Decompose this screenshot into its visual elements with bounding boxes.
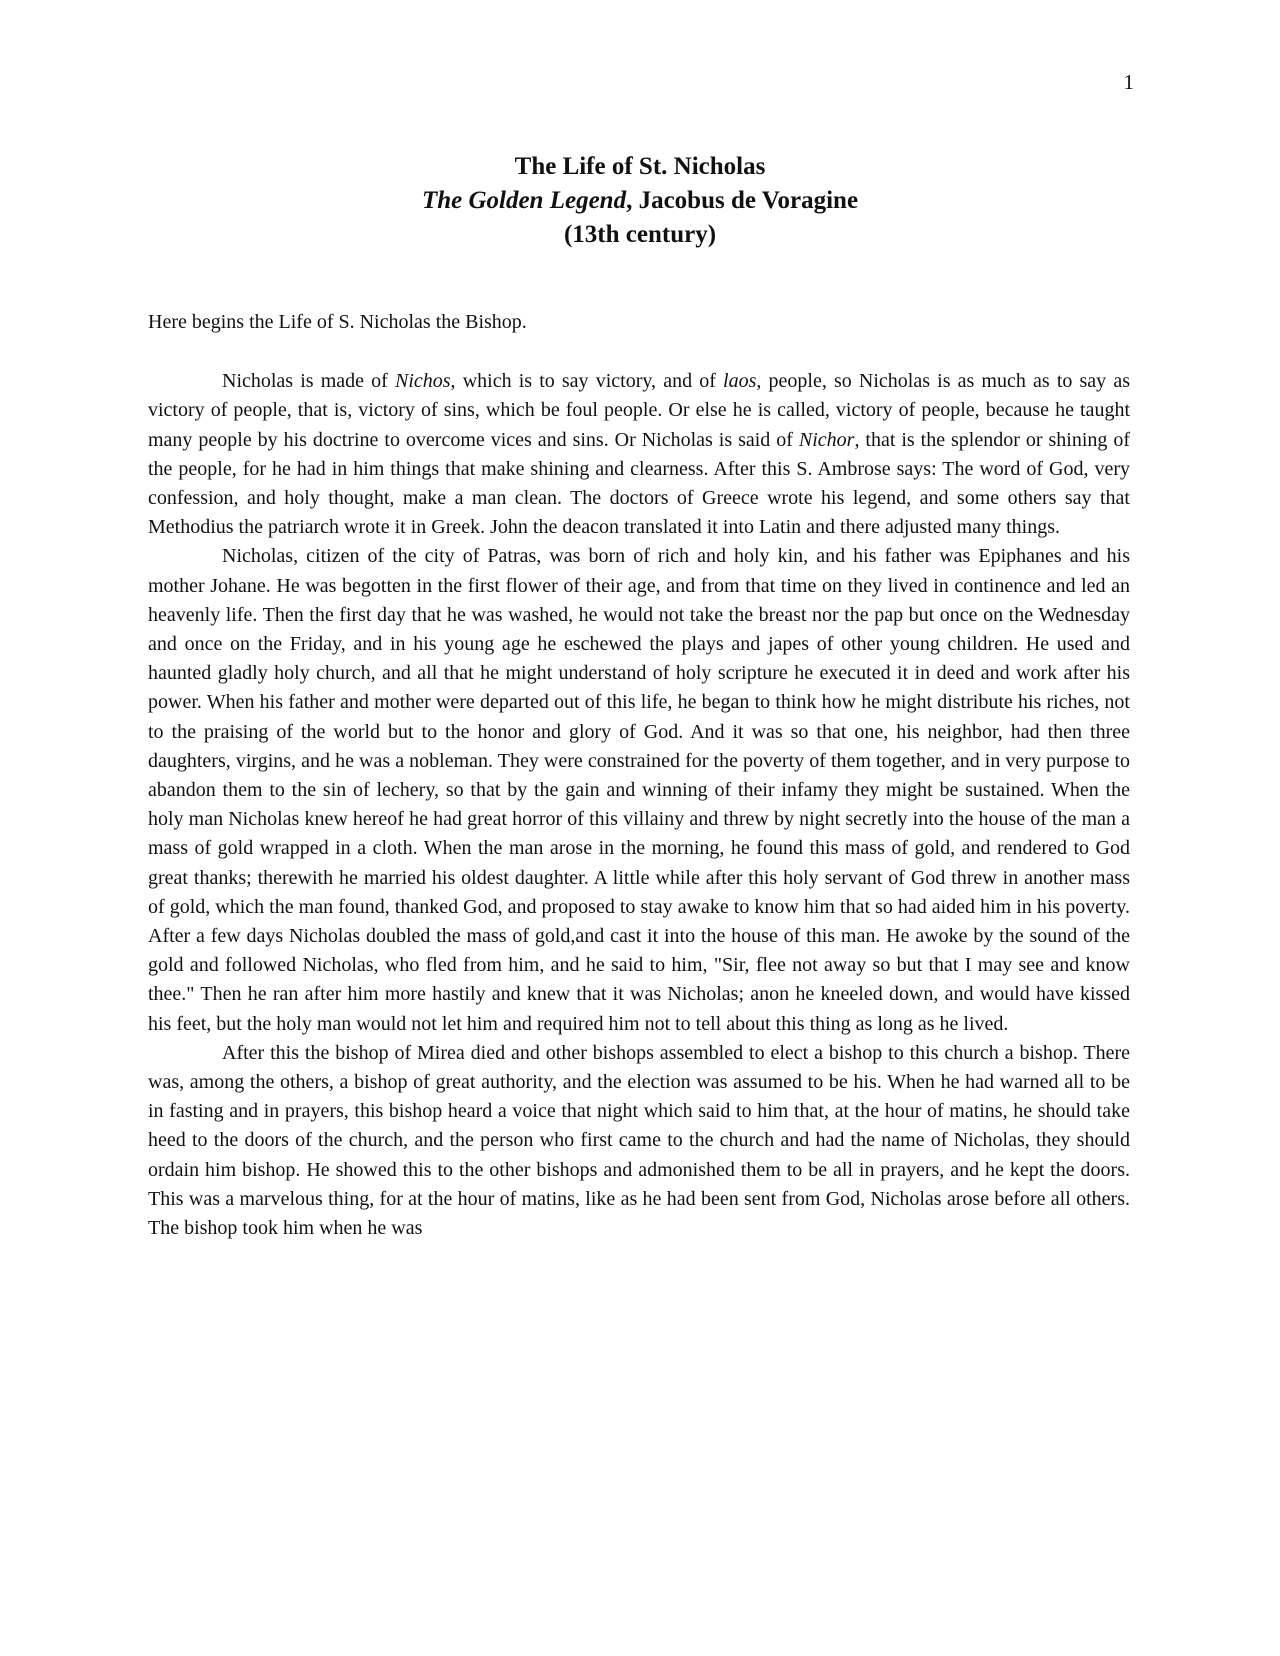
document-subtitle bbox=[146, 184, 1134, 218]
text-run: , people, so Nicholas is as much as to say as victory of people, that is, victory of sins, which be foul people. Or else he is called, victory of people, because he taught many people by his doctrine to overcome vices and sins. Or Nicholas is said of bbox=[148, 370, 1130, 451]
paragraph-bishop-election: After this the bishop of Mirea died and other bishops assembled to elect a bishop to this church a bishop. There was, among the others, a bishop of great authority, and the election was assumed to be his. When he had warned all to be in fasting and in prayers, this bishop heard a voice that night which said to him that, at the hour of matins, he should take heed to the doors of the church, and the person who first came to the church and had the name of Nicholas, they should ordain him bishop. He showed this to the other bishops and admonished them to be all in prayers, and he kept the doors. This was a marvelous thing, for at the hour of matins, like as he had been sent from God, Nicholas arose before all others. The bishop took him when he was bbox=[148, 1041, 1130, 1240]
book-title: The Golden Legend bbox=[421, 187, 627, 214]
text-run: , which is to say victory, and of bbox=[450, 370, 724, 393]
title-block bbox=[146, 150, 1134, 252]
body-text bbox=[148, 308, 1130, 1243]
document-title: The Life of St. Nicholas bbox=[514, 153, 766, 180]
page-number: 1 bbox=[1123, 70, 1134, 94]
italic-term: Nichos bbox=[394, 370, 451, 393]
paragraph-early-life: Nicholas, citizen of the city of Patras, was born of rich and holy kin, and his father was Epiphanes and his mother Johane. He was begotten in the first flower of their age, and from that time on they lived in continence and led an heavenly life. Then the first day that he was washed, he would not take the breast nor the pap but once on the Wednesday and once on the Friday, and in his young age he eschewed the plays and japes of other young children. He used and haunted gladly holy church, and all that he might understand of holy scripture he executed it in deed and work after his power. When his father and mother were departed out of this life, he began to think how he might distribute his riches, not to the praising of the world but to the honor and glory of God. And it was so that one, his neighbor, had then three daughters, virgins, and he was a nobleman. They were constrained for the poverty of them together, and in very purpose to abandon them to the sin of lechery, so that by the gain and winning of their infamy they might be sustained. When the holy man Nicholas knew hereof he had great horror of this villainy and threw by night secretly into the house of the man a mass of gold wrapped in a cloth. When the man arose in the morning, he found this mass of gold, and rendered to God great thanks; therewith he married his oldest daughter. A little while after this holy servant of God threw in another mass of gold, which the man found, thanked God, and proposed to stay awake to know him that so had aided him in his poverty. After a few days Nicholas doubled the mass of gold,and cast it into the house of this man. He awoke by the sound of the gold and followed Nicholas, who fled from him, and he said to him, "Sir, flee not away so but that I may see and know thee." Then he ran after him more hastily and knew that it was Nicholas; anon he kneeled down, and would have kissed his feet, but the holy man would not let him and required him not to tell about this thing as long as he lived. bbox=[148, 545, 1130, 1035]
text-run: , that is the splendor or shining of the people, for he had in him things that make shining and clearness. After this S. Ambrose says: The word of God, very confession, and holy thought, make a man clean. The doctors of Greece wrote his legend, and some others say that Methodius the patriarch wrote it in Greek. John the deacon translated it into Latin and there adjusted many things. bbox=[148, 428, 1130, 539]
italic-term: laos bbox=[723, 370, 757, 393]
century-note: (13th century) bbox=[563, 221, 717, 248]
italic-term: Nichor bbox=[798, 428, 855, 451]
intro-line: Here begins the Life of S. Nicholas the Bishop. bbox=[148, 311, 527, 333]
text-run: Nicholas is made of bbox=[222, 370, 395, 393]
paragraph-etymology bbox=[148, 367, 1130, 542]
author-name: , Jacobus de Voragine bbox=[626, 187, 859, 214]
